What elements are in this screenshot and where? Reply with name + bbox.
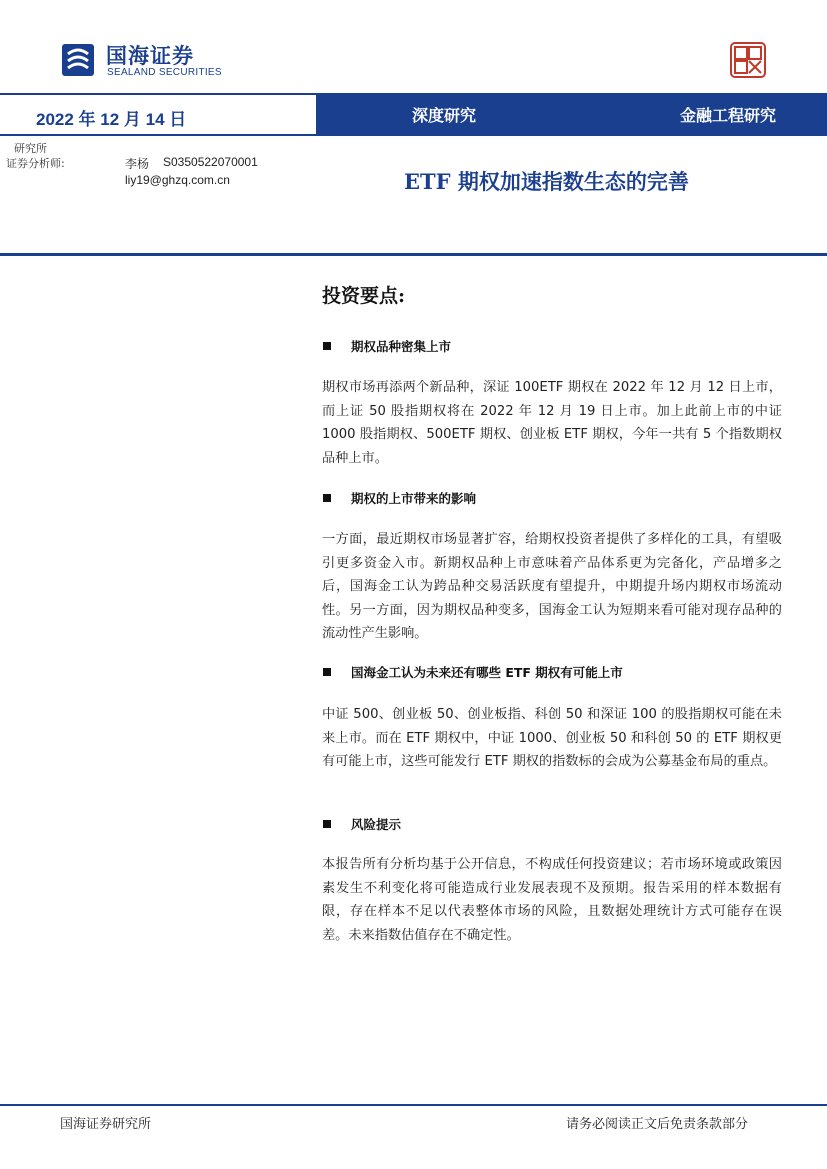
sealand-logo-icon — [60, 42, 96, 78]
analyst-cert-id: S0350522070001 — [163, 155, 258, 169]
bullet-square-icon — [323, 668, 331, 676]
section-heading — [323, 489, 476, 507]
logo-text-cn: 国海证券 — [106, 44, 194, 68]
report-type: 深度研究 — [412, 106, 477, 125]
section-heading-text: 风险提示 — [351, 817, 402, 832]
report-category: 金融工程研究 — [680, 106, 777, 125]
bullet-square-icon — [323, 494, 331, 502]
section-heading-text: 期权品种密集上市 — [351, 339, 452, 354]
institute-label: 研究所 — [14, 142, 47, 155]
section-heading — [323, 663, 623, 681]
section-paragraph: 中证 500、创业板 50、创业板指、科创 50 和深证 100 的股指期权可能在未来上市。而在 ETF 期权中，中证 1000、创业板 50 和科创 50 的 ETF 期权更有可能上市，这些可能发行 ETF 期权的指数标的会成为公募基金布局的重点。 — [322, 707, 782, 769]
report-date: 2022 年 12 月 14 日 — [36, 110, 187, 129]
section-heading — [323, 815, 401, 833]
section-paragraph: 本报告所有分析均基于公开信息，不构成任何投资建议；若市场环境或政策因素发生不利变化将可能造成行业发展表现不及预期。报告采用的样本数据有限，存在样本不足以代表整体市场的风险，且数据处理统计方式可能存在误差。未来指数估值存在不确定性。 — [322, 857, 782, 943]
logo-text-en: SEALAND SECURITIES — [107, 67, 222, 78]
footer-institute: 国海证券研究所 — [60, 1117, 152, 1132]
analyst-label: 证券分析师: — [6, 157, 65, 170]
section-heading-text: 期权的上市带来的影响 — [351, 491, 477, 506]
section-paragraph: 期权市场再添两个新品种，深证 100ETF 期权在 2022 年 12 月 12 日上市，而上证 50 股指期权将在 2022 年 12 月 19 日上市。加上此前上市的中证 1000 股指期权、500ETF 期权、创业板 ETF 期权，今年一共有 5 个指数期权品种上市。 — [322, 380, 782, 466]
section-heading — [323, 337, 451, 355]
analyst-name: 李杨 — [125, 157, 150, 171]
bullet-square-icon — [323, 342, 331, 350]
footer-divider — [0, 1104, 827, 1106]
analyst-email: liy19@ghzq.com.cn — [125, 173, 230, 187]
section-paragraph: 一方面，最近期权市场显著扩容，给期权投资者提供了多样化的工具，有望吸引更多资金入市。新期权品种上市意味着产品体系更为完备化，产品增多之后，国海金工认为跨品种交易活跃度有望提升，中期提升场内期权市场流动性。另一方面，因为期权品种变多，国海金工认为短期来看可能对现存品种的流动性产生影响。 — [322, 532, 782, 641]
footer-disclaimer-note: 请务必阅读正文后免责条款部分 — [566, 1117, 749, 1132]
header-divider — [0, 253, 827, 256]
research-seal-icon — [730, 42, 766, 78]
report-title: ETF 期权加速指数生态的完善 — [404, 169, 689, 194]
report-date-band — [0, 93, 316, 136]
key-points-heading: 投资要点: — [322, 285, 406, 307]
section-heading-text: 国海金工认为未来还有哪些 ETF 期权有可能上市 — [351, 665, 623, 680]
bullet-square-icon — [323, 820, 331, 828]
